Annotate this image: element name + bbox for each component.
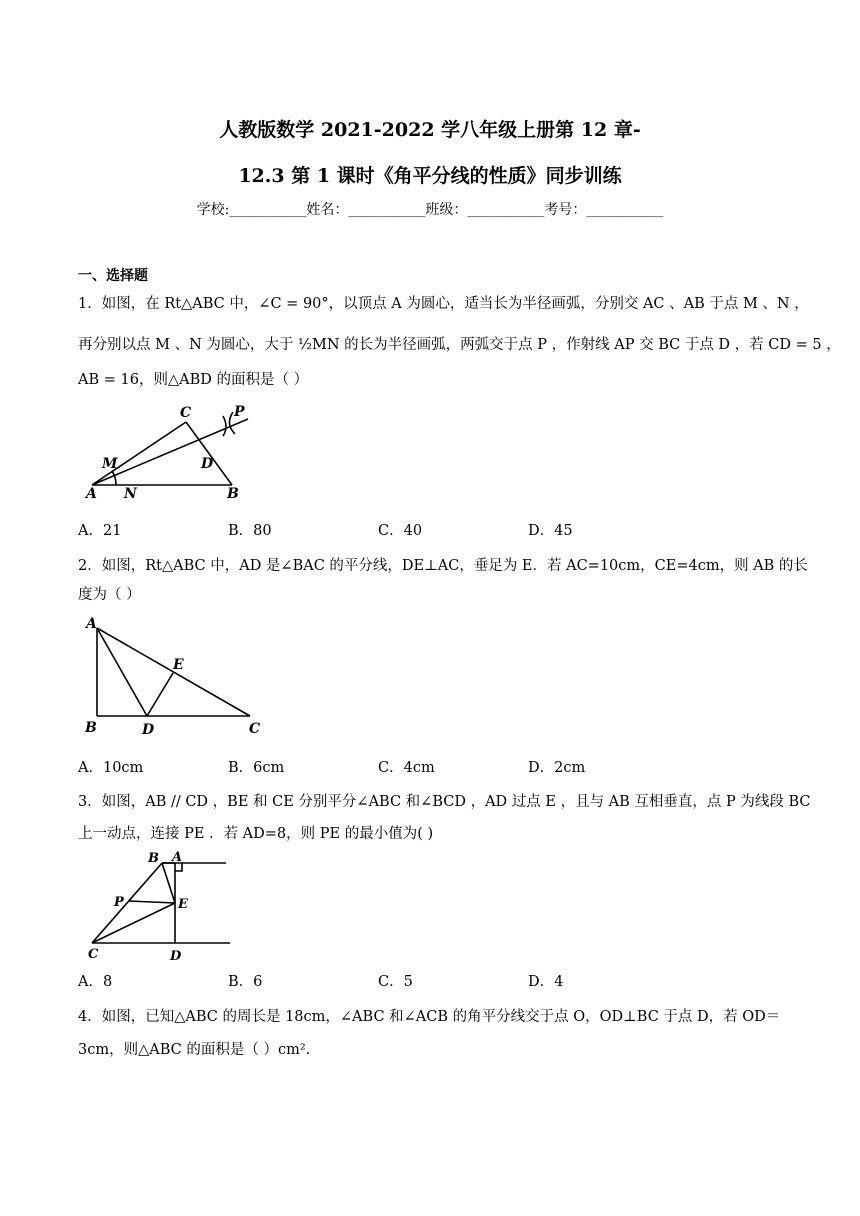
q2-text-line-1: 2．如图，Rt△ABC 中，AD 是∠BAC 的平分线，DE⊥AC，垂足为 E．若 AC=10cm，CE=4cm，则 AB 的长 — [78, 558, 808, 574]
q1-label-d: D — [201, 456, 214, 472]
q2-label-c: C — [249, 721, 261, 737]
q1-option-d[interactable]: D．45 — [528, 523, 573, 539]
q3-option-b[interactable]: B．6 — [228, 974, 263, 990]
q2-option-d[interactable]: D．2cm — [528, 760, 586, 776]
q2-option-b[interactable]: B．6cm — [228, 760, 285, 776]
q3-label-p: P — [114, 895, 124, 910]
q3-figure — [82, 848, 232, 966]
q1-figure — [82, 402, 257, 502]
q2-label-a: A — [86, 616, 97, 632]
q4-text-line-1: 4．如图，已知△ABC 的周长是 18cm，∠ABC 和∠ACB 的角平分线交于点 O，OD⊥BC 于点 D，若 OD＝ — [78, 1009, 781, 1025]
q1-label-a: A — [86, 486, 97, 502]
q2-option-c[interactable]: C．4cm — [378, 760, 435, 776]
q1-label-b: B — [227, 486, 239, 502]
q1-label-p: P — [234, 404, 245, 420]
q1-text-line-1: 1．如图，在 Rt△ABC 中，∠C = 90°，以顶点 A 为圆心，适当长为半径画弧，分别交 AC 、AB 于点 M 、N ， — [78, 296, 809, 312]
q3-option-c[interactable]: C．5 — [378, 974, 413, 990]
q3-label-c: C — [88, 947, 99, 962]
title-line-1: 人教版数学 2021-2022 学八年级上册第 12 章- — [219, 119, 641, 141]
q4-text-line-2: 3cm，则△ABC 的面积是（ ）cm². — [78, 1042, 311, 1058]
title-line-2: 12.3 第 1 课时《角平分线的性质》同步训练 — [238, 165, 622, 187]
q1-label-m: M — [102, 456, 118, 472]
q2-text-line-2: 度为（ ） — [78, 587, 141, 603]
q3-label-b: B — [148, 851, 159, 866]
q3-label-a: A — [172, 850, 183, 865]
q1-option-c[interactable]: C．40 — [378, 523, 423, 539]
section-heading: 一、选择题 — [78, 268, 148, 284]
q3-text-line-2: 上一动点，连接 PE ．若 AD=8，则 PE 的最小值为( ) — [78, 826, 434, 842]
q3-option-a[interactable]: A．8 — [78, 974, 113, 990]
q2-label-d: D — [142, 722, 155, 738]
q2-label-b: B — [85, 720, 97, 736]
q2-figure — [80, 612, 270, 740]
q1-option-b[interactable]: B．80 — [228, 523, 272, 539]
q1-text-line-2: 再分别以点 M 、N 为圆心，大于 ½MN 的长为半径画弧，两弧交于点 P ，作射线 AP 交 BC 于点 D ，若 CD = 5 ， — [78, 337, 841, 353]
q1-label-c: C — [180, 405, 192, 421]
q3-label-e: E — [178, 897, 188, 912]
q3-label-d: D — [170, 949, 182, 964]
q1-text-line-3: AB = 16，则△ABD 的面积是（ ） — [78, 372, 309, 388]
q3-option-d[interactable]: D．4 — [528, 974, 564, 990]
q3-text-line-1: 3．如图，AB // CD ，BE 和 CE 分别平分∠ABC 和∠BCD ，AD 过点 E ，且与 AB 互相垂直，点 P 为线段 BC — [78, 794, 811, 810]
q2-label-e: E — [173, 657, 184, 673]
q2-option-a[interactable]: A．10cm — [78, 760, 144, 776]
q1-option-a[interactable]: A．21 — [78, 523, 122, 539]
q1-label-n: N — [124, 486, 137, 502]
student-info-line: 学校:___________姓名：___________班级：___________考号：___________ — [196, 202, 664, 218]
